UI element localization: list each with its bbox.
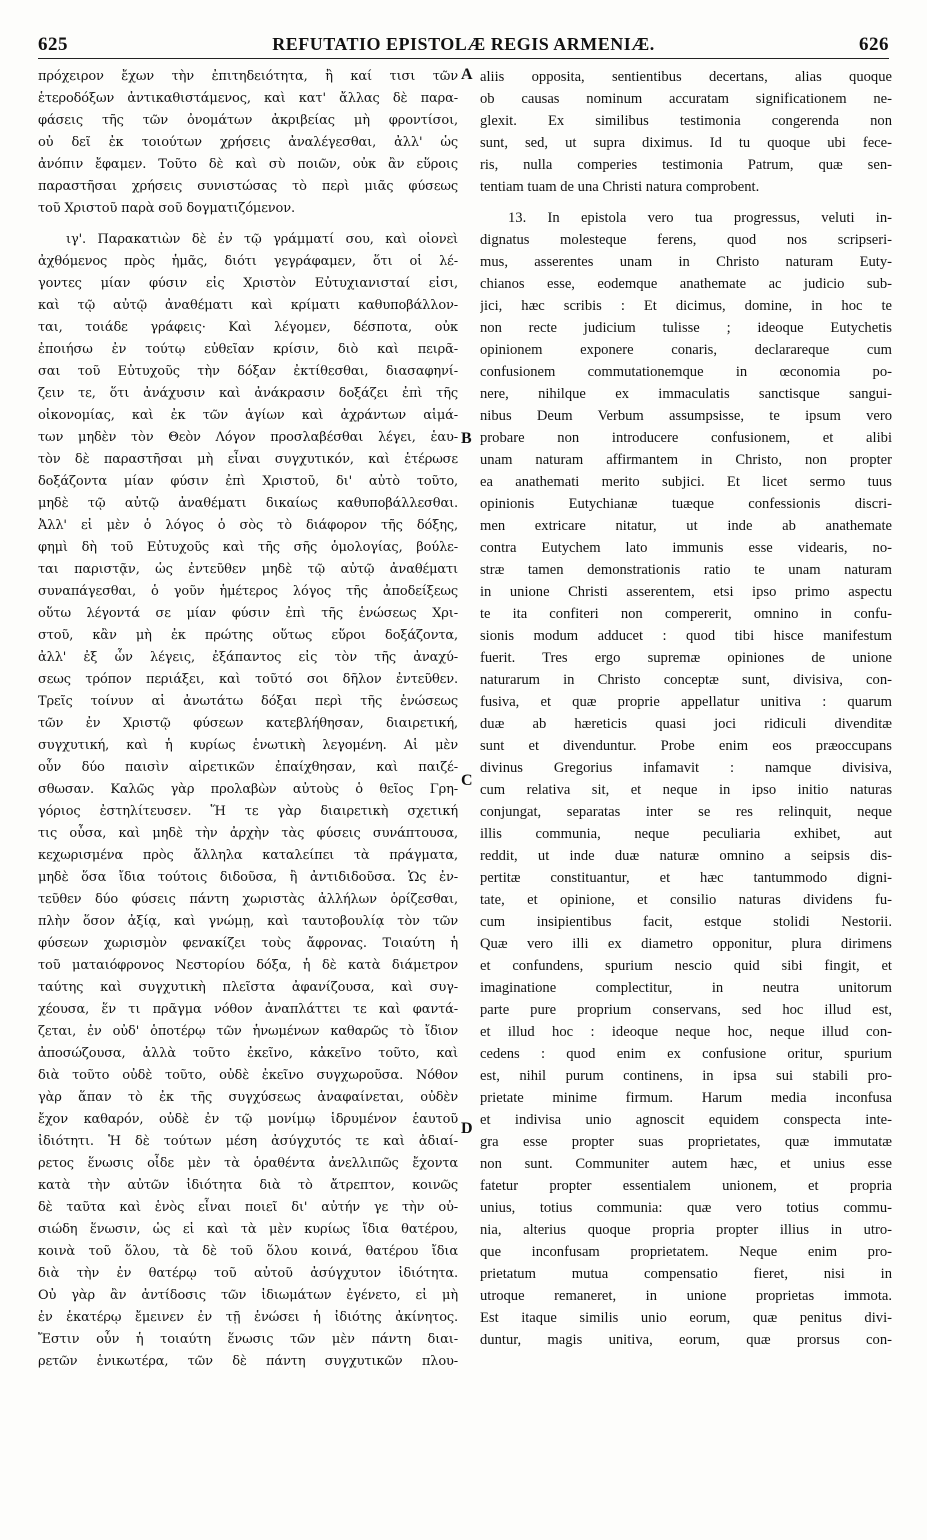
greek-text-line: καὶ τῷ αὐτῷ ἀναθέματι καὶ κρίματι καθυποβάλλον-: [38, 298, 458, 313]
latin-text-line: te ita confiteri non compererit, omnino in confu-: [480, 606, 892, 622]
greek-text-line: πρόχειρον ἔχων τὴν ἐπιτηδειότητα, ἢ καί τισι τῶν: [38, 69, 458, 84]
greek-text-line: ται παριστᾷν, ὡς ἐντεῦθεν μηδὲ τῷ αὐτῷ ἀναθέματι: [38, 562, 458, 577]
latin-text-line: illis communia, neque peculiaria exhibet, aut: [480, 826, 892, 842]
greek-text-line: ἀχθόμενος πρὸς ἡμᾶς, διότι γεγράφαμεν, ὅτι οἱ λέ-: [38, 254, 458, 269]
latin-text-line: imaginatione complectitur, in neutra unitorum: [480, 980, 892, 996]
latin-text-line: in unione Christi asserentem, etsi ipso primo aspectu: [480, 584, 892, 600]
greek-text-line: ἔχον καθαρόν, οὐδὲ ἐν τῷ μονίμῳ ἱδρυμένον ἑαυτοῦ: [38, 1112, 458, 1127]
latin-text-line: aliis opposita, sentientibus decertans, alias quoque: [480, 69, 892, 85]
latin-text-line: fuerit. Tres ergo supremæ opiniones de unione: [480, 650, 892, 666]
greek-text-line: οὖν δύο παισὶν αἱρετικῶν ἐπαίχθησαν, καὶ παιζέ-: [38, 760, 458, 775]
latin-text-line: contra Eutychem lato immunis esse videaris, no-: [480, 540, 892, 556]
greek-text-line: παραστῆσαι χρήσεις συνιστώσας τὸ περὶ μιᾶς φύσεως: [38, 179, 458, 194]
latin-text-line: divinus Gregorius infamavit : namque divisiva,: [480, 760, 892, 776]
latin-text-line: opinionem exponere conaris, declarareque cum: [480, 342, 892, 358]
running-title: REFUTATIO EPISTOLÆ REGIS ARMENIÆ.: [272, 34, 655, 54]
greek-text-line: ζεται, ἐν οὐδ' ὁποτέρῳ τῶν ἡνωμένων καθαρῶς τὸ ἴδιον: [38, 1024, 458, 1039]
section-marker-b: B: [461, 430, 472, 447]
greek-text-line: μηδὲ τῷ αὐτῷ ἀναθέματι δικαίως καθυποβάλλεσθαι.: [38, 496, 458, 511]
greek-text-line: φύσεων χωρισμὸν φενακίζει τοὺς ἄφρονας. Τοιαύτη ἡ: [38, 936, 458, 951]
latin-text-line: ob causas nominum accuratam significationem ne-: [480, 91, 892, 107]
latin-text-line: que inconfusam proprietatem. Neque enim pro-: [480, 1244, 892, 1260]
latin-text-line: prietate minime firmum. Harum media inconfusa: [480, 1090, 892, 1106]
latin-text-line: tate, et opinione, et consilio naturas dividens fu-: [480, 892, 892, 908]
greek-text-line: δοξάζοντα μίαν φύσιν ἐπὶ Χριστοῦ, δι' αὐτὸ τοῦτο,: [38, 474, 458, 489]
latin-text-line: ris, nulla comperies testimonia Patrum, quæ sen-: [480, 157, 892, 173]
greek-text-line: ἐν ἑκατέρῳ ἔμεινεν ἐν τῇ ἑνώσει ἡ ἰδιότης ἀκίνητος.: [38, 1310, 458, 1325]
greek-text-line: ται, τοιάδε γράφεις· Καὶ λέγομεν, δέσποτα, οὐκ: [38, 320, 458, 335]
greek-text-line: κεχωρισμένα πρὸς ἄλληλα καταλείπει τὰ πράγματα,: [38, 848, 458, 863]
latin-text-line: sionis modum adducet : quod tibi hisce manifestum: [480, 628, 892, 644]
greek-text-line: διὰ τὴν ἐν θατέρῳ τοῦ αὐτοῦ ἀσύγχυτον ἰδιότητα.: [38, 1266, 458, 1281]
right-page-number: 626: [859, 34, 889, 55]
latin-text-line: Quæ vero illi ex diametro opponitur, plura dirimens: [480, 936, 892, 952]
greek-column: [38, 66, 458, 1373]
latin-text-line: opinionis Eutychianæ tuæque confessionis discri-: [480, 496, 892, 512]
greek-text-line: ρετος ἕνωσις οἶδε μὲν τὰ ὁραθέντα ἀνελλιπῶς ἔχοντα: [38, 1156, 458, 1171]
latin-text-line: nibus Deum Verbum assumpsisse, te ipsum vero: [480, 408, 892, 424]
latin-text-line: sunt, sed, ut supra diximus. Id tu quoque ubi fece-: [480, 135, 892, 151]
latin-text-line: duntur, magis unitiva, eorum, quæ prorsus con-: [480, 1332, 892, 1348]
latin-text-line: cedens : quod enim ex confusione oritur, spurium: [480, 1046, 892, 1062]
latin-text-line: et illud hoc : ideoque neque hoc, neque illud con-: [480, 1024, 892, 1040]
greek-text-line: σαι τοῦ Εὐτυχοῦς τὴν δόξαν ἐκτίθεσθαι, διασαφηνί-: [38, 364, 458, 379]
latin-text-line: et indivisa unio agnoscit equidem conspecta inte-: [480, 1112, 892, 1128]
greek-text-line: ιγ'. Παρακατιὼν δὲ ἐν τῷ γράμματί σου, καὶ οἱονεὶ: [66, 232, 458, 247]
section-marker-d: D: [461, 1120, 473, 1137]
greek-text-line: φάσεις τῆς τῶν ὀνομάτων ἀκριβείας μὴ φροντίσοι,: [38, 113, 458, 128]
greek-text-line: συγχυτική, καὶ ἡ κυρίως ἑνωτικὴ λεγομένη. Αἱ μὲν: [38, 738, 458, 753]
latin-text-line: et confundens, spurium nescio quid sibi fingit, et: [480, 958, 892, 974]
greek-text-line: φημὶ δὴ τοῦ Εὐτυχοῦς καὶ τῆς σῆς ὁμολογίας, βούλε-: [38, 540, 458, 555]
latin-text-line: jici, hæc scribis : Et dicimus, domine, in hoc te: [480, 298, 892, 314]
greek-text-line: ζειν τε, ὅτι ἀνάχυσιν καὶ ἀνάκρασιν δοξάζει ἐπὶ τῆς: [38, 386, 458, 401]
greek-text-line: ρετῶν ἑνικωτέρα, τῶν δὲ πάντη συγχυτικῶν πλου-: [38, 1354, 458, 1369]
greek-text-line: ἀνόπιν ἔφαμεν. Τοῦτο δὲ καὶ σὺ ποιῶν, οὐκ ἂν εὕροις: [38, 157, 458, 172]
greek-text-line: κοινὰ τοῦ ὅλου, τὰ δὲ τοῦ ὅλου κοινά, θατέρου ἴδια: [38, 1244, 458, 1259]
greek-text-line: ἑτεροδόξων ἀντικαθιστάμενος, καὶ κατ' ἄλλας δὲ παρα-: [38, 91, 458, 106]
greek-text-line: πλὴν ὅσον ἀξίᾳ, καὶ γνώμῃ, καὶ ταυτοβουλίᾳ τὸν τῶν: [38, 914, 458, 929]
section-marker-c: C: [461, 772, 473, 789]
latin-text-line: conjungat, separatas inter se res relinquit, neque: [480, 804, 892, 820]
page-header: [38, 34, 889, 59]
greek-text-line: μηδὲ ὅσα ἴδια τούτοις διδοῦσα, ἢ ἀντιδιδοῦσα. Ὡς ἐν-: [38, 870, 458, 885]
latin-text-line: men extricare nitatur, ut inde ab anathemate: [480, 518, 892, 534]
greek-text-line: ἀποσώζουσα, ἀλλὰ τοῦτο ἐκεῖνο, κἀκεῖνο τοῦτο, καὶ: [38, 1046, 458, 1061]
latin-text-line: 13. In epistola vero tua progressus, veluti in-: [508, 210, 892, 226]
latin-text-line: confusionem commutationemque in œconomia po-: [480, 364, 892, 380]
greek-text-line: γόριος ἐστηλίτευσεν. Ἥ τε γὰρ διαιρετικὴ σχετική: [38, 804, 458, 819]
greek-text-line: τὸν δὲ παραστῆσαι μὴ εἶναι συγχυτικόν, καὶ ἑτέρωσε: [38, 452, 458, 467]
latin-text-line: pertitæ constituantur, et hæc tantummodo digni-: [480, 870, 892, 886]
latin-text-line: Est itaque similis unio eorum, quæ penitus divi-: [480, 1310, 892, 1326]
latin-text-line: prietatum mutua compensatio fieret, nisi in: [480, 1266, 892, 1282]
latin-text-line: fusiva, et quæ proprie appellatur unitiva : quarum: [480, 694, 892, 710]
greek-text-line: γοντες μίαν φύσιν εἰς Χριστὸν Εὐτυχιανισταί εἰσι,: [38, 276, 458, 291]
greek-text-line: διὰ τοῦτο οὐδὲ τοῦτο, οὐδὲ ἐκεῖνο συγχωροῦσα. Νόθον: [38, 1068, 458, 1083]
greek-text-line: των μηδὲν τὸν Θεὸν Λόγον προσλαβέσθαι λέγει, ἑαυ-: [38, 430, 458, 445]
greek-text-line: δὲ ταῦτα καὶ ἑνὸς εἶναι ποιεῖ δι' αὐτήν γε τὴν οὐ-: [38, 1200, 458, 1215]
greek-text-line: τεῦθεν δύο φύσεις πάντη χωριστὰς ἀλλήλων ὁρίζεσθαι,: [38, 892, 458, 907]
greek-text-line: ταύτης καὶ συγχυτικὴ πλεῖστα ἀφανίζουσα, καὶ συγ-: [38, 980, 458, 995]
latin-text-line: naturarum in Christo conceptæ sunt, divisiva, con-: [480, 672, 892, 688]
latin-text-line: parte pure proprium conservans, sed hoc illud est,: [480, 1002, 892, 1018]
left-page-number: 625: [38, 34, 68, 55]
latin-text-line: tentiam tuam de una Christi natura comprobent.: [480, 179, 760, 195]
latin-text-line: unius, totius communia: quæ vero totius commu-: [480, 1200, 892, 1216]
latin-text-line: est, nihil purum continens, in ipsa sui stabili pro-: [480, 1068, 892, 1084]
greek-text-line: Ἔστιν οὖν ἡ τοιαύτη ἕνωσις τῶν μὲν πάντη διαι-: [38, 1332, 458, 1347]
greek-text-line: οὕτω λέγοντά σε μίαν φύσιν ἐπὶ τῆς ἑνώσεως Χρι-: [38, 606, 458, 621]
greek-text-line: σθωσαν. Καλῶς γὰρ προλαβὼν αὐτοὺς ὁ θεῖος Γρη-: [38, 782, 458, 797]
section-marker-a: A: [461, 66, 473, 83]
latin-text-line: gra esse propter suas proprietates, quæ immutatæ: [480, 1134, 892, 1150]
greek-text-line: οἰκονομίας, καὶ ἐκ τῶν ἁγίων καὶ ἀχράντων αἱμά-: [38, 408, 458, 423]
greek-text-line: σιώδη ἕνωσιν, ὡς εἰ καὶ τὰ μὲν κυρίως ἴδια θατέρου,: [38, 1222, 458, 1237]
latin-text-line: probare non introducere confusionem, et alibi: [480, 430, 892, 446]
latin-text-line: mus, asserentes unam in Christo naturam Euty-: [480, 254, 892, 270]
latin-text-line: non sunt. Communiter autem hæc, et unius esse: [480, 1156, 892, 1172]
greek-text-line: συναπάγεσθαι, ὁ γοῦν ἡμέτερος λόγος τῆς ἀποδείξεως: [38, 584, 458, 599]
greek-text-line: τις οὖσα, καὶ μηδὲ τὴν ἀρχὴν τὰς φύσεις συνάπτουσα,: [38, 826, 458, 841]
greek-text-line: οὐ δεῖ ἐκ τοιούτων χρήσεις ἀναλέγεσθαι, ἀλλ' ὡς: [38, 135, 458, 150]
latin-text-line: sunt et divenduntur. Probe enim eos præoccupans: [480, 738, 892, 754]
greek-text-line: τοῦ ματαιόφρονος Νεστορίου δόξα, ἡ δὲ κατὰ διάμετρον: [38, 958, 458, 973]
latin-text-line: ea anathemati merito subjici. Et licet sermo tuus: [480, 474, 892, 490]
latin-text-line: duæ ab hæreticis quasi joci ridiculi divenditæ: [480, 716, 892, 732]
latin-text-line: fatetur propter essentialem unionem, et propria: [480, 1178, 892, 1194]
greek-text-line: κατὰ τὴν αὐτῶν ἰδιότητα διὰ τὸ ἄτρεπτον, κοινῶς: [38, 1178, 458, 1193]
latin-text-line: reddit, ut inde duæ naturæ omnino a seipsis dis-: [480, 848, 892, 864]
greek-text-line: στοῦ, κἂν μὴ ἐκ πρώτης οὕτως εὕροι δοξάζοντα,: [38, 628, 458, 643]
greek-text-line: σεως τρόπον περιάξει, καὶ τοῦτό σοι δῆλον ἐντεῦθεν.: [38, 672, 458, 687]
greek-text-line: γὰρ ἅπαν τὸ ἐκ τῆς συγχύσεως ἀναφαίνεται, οὐδὲν: [38, 1090, 458, 1105]
latin-text-line: chianos esse, eodemque anathemate ac judicio sub-: [480, 276, 892, 292]
greek-text-line: Τρεῖς τοίνυν αἱ ἀνωτάτω δόξαι περὶ τῆς ἑνώσεως: [38, 694, 458, 709]
greek-text-line: τοῦ Χριστοῦ παρὰ σοῦ δογματιζόμενον.: [38, 201, 295, 216]
latin-column: [480, 66, 892, 1351]
latin-text-line: cum relativa sit, et neque in ipso initio naturas: [480, 782, 892, 798]
greek-text-line: ἰδιότητι. Ἡ δὲ τούτων μέση ἀσύγχυτός τε καὶ ἀδιαί-: [38, 1134, 458, 1149]
greek-text-line: Οὐ γὰρ ἂν ἀντίδοσις τῶν ἰδιωμάτων ἐγένετο, εἰ μὴ: [38, 1288, 458, 1303]
latin-text-line: utroque remaneret, in unione proprietas immota.: [480, 1288, 892, 1304]
greek-text-line: χέουσα, ἕν τι πρᾶγμα νόθον ἀναπλάττει τε καὶ φαντά-: [38, 1002, 458, 1017]
latin-text-line: glexit. Ex similibus testimonia congerenda non: [480, 113, 892, 129]
latin-text-line: non recte judicium tulisse ; ideoque Eutychetis: [480, 320, 892, 336]
greek-text-line: Ἀλλ' εἰ μὲν ὁ λόγος ὁ σὸς τὸ διάφορον τῆς δόξης,: [38, 518, 458, 533]
latin-text-line: stræ tamen demonstrationis ratio te unam naturam: [480, 562, 892, 578]
latin-text-line: dignatus molesteque ferens, quod nos scripseri-: [480, 232, 892, 248]
latin-text-line: nia, alterius quoque propria propter illius in utro-: [480, 1222, 892, 1238]
greek-text-line: ἐποιήσω ἐν τούτῳ εὐθεῖαν κρίσιν, διὸ καὶ πειρᾶ-: [38, 342, 458, 357]
greek-text-line: ἀλλ' ἐξ ὧν λέγεις, ἐξάπαντος εἰς τὸν τῆς ἀναχύ-: [38, 650, 458, 665]
latin-text-line: cum insipientibus facit, estque stolidi Nestorii.: [480, 914, 892, 930]
latin-text-line: unam naturam affirmantem in Christo, non propter: [480, 452, 892, 468]
latin-text-line: nere, nihilque ex immaculatis sanctisque sangui-: [480, 386, 892, 402]
greek-text-line: τῶν ἐν Χριστῷ φύσεων κατεβλήθησαν, διαιρετική,: [38, 716, 458, 731]
